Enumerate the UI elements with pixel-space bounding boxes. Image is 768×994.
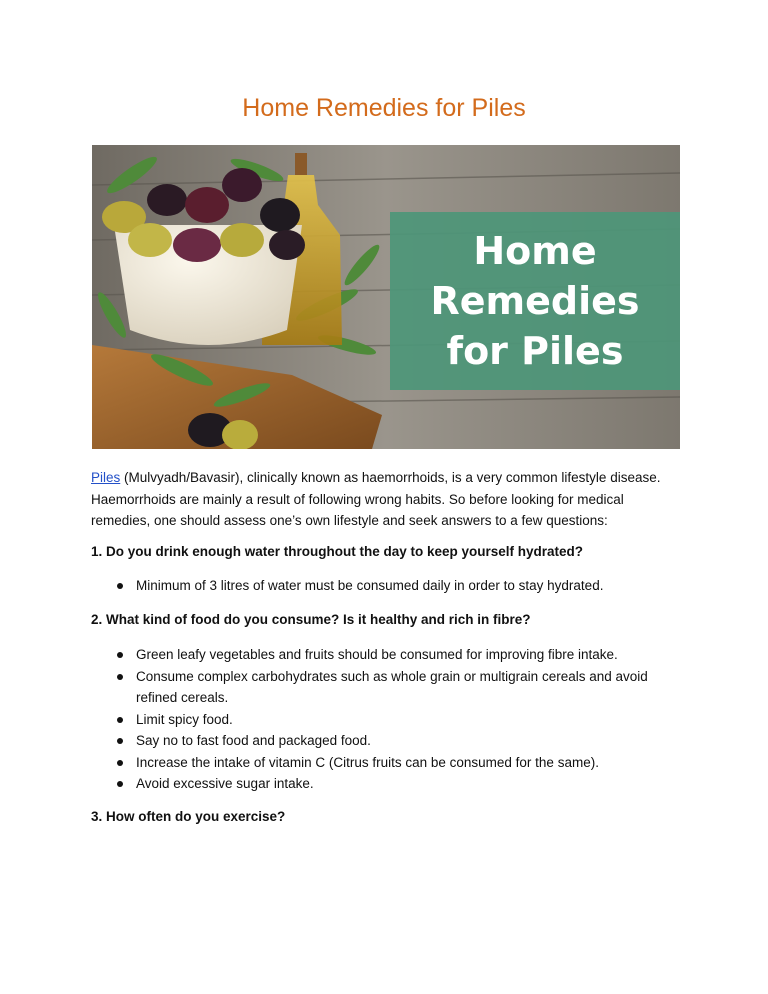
list-item: Consume complex carbohydrates such as whole grain or multigrain cereals and avoid refined cereals.: [91, 666, 681, 709]
question-heading: 3. How often do you exercise?: [91, 809, 286, 824]
bullet-icon: [117, 674, 123, 680]
bullet-icon: [117, 652, 123, 658]
bullet-icon: [117, 717, 123, 723]
piles-link[interactable]: Piles: [91, 470, 121, 485]
bullet-list: [91, 575, 681, 597]
question-heading: 2. What kind of food do you consume? Is it healthy and rich in fibre?: [91, 612, 531, 627]
bullet-icon: [117, 583, 123, 589]
hero-line: for Piles: [446, 329, 624, 373]
list-item: Increase the intake of vitamin C (Citrus fruits can be consumed for the same).: [91, 752, 681, 774]
list-item: Avoid excessive sugar intake.: [91, 773, 681, 795]
hero-image: [92, 145, 680, 449]
bullet-icon: [117, 738, 123, 744]
list-item: Green leafy vegetables and fruits should be consumed for improving fibre intake.: [91, 644, 681, 666]
intro-paragraph: [91, 467, 681, 532]
list-item: Minimum of 3 litres of water must be consumed daily in order to stay hydrated.: [91, 575, 681, 597]
hero-line: Remedies: [430, 279, 640, 323]
hero-line: Home: [473, 229, 597, 273]
list-item: Limit spicy food.: [91, 709, 681, 731]
bullet-list: [91, 644, 681, 795]
bullet-icon: [117, 781, 123, 787]
question-heading: 1. Do you drink enough water throughout the day to keep yourself hydrated?: [91, 544, 584, 559]
list-item: Say no to fast food and packaged food.: [91, 730, 681, 752]
page-title: Home Remedies for Piles: [242, 94, 526, 122]
intro-text: (Mulvyadh/Bavasir), clinically known as haemorrhoids, is a very common lifestyle disease. Haemorrhoids are mainly a result of following wrong habits. So before looking for medical remedies, one should assess one’s own lifestyle and seek answers to a few questions:: [91, 470, 661, 528]
hero-banner: [390, 212, 680, 390]
bullet-icon: [117, 760, 123, 766]
